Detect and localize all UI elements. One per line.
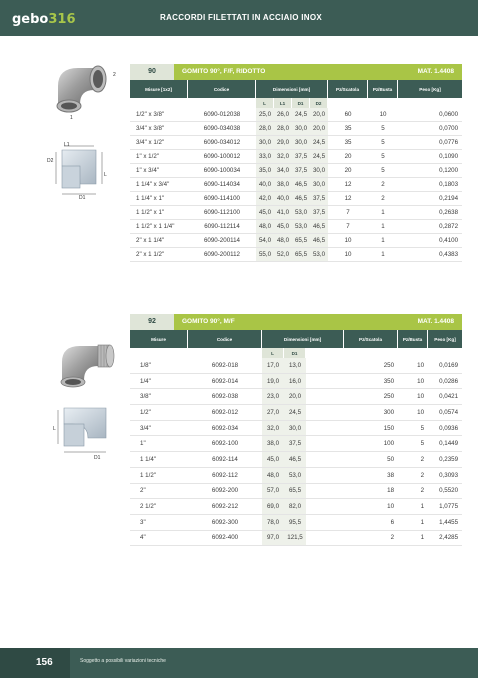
section-90-reducing-elbow	[130, 64, 462, 262]
cell-box: 35	[328, 122, 368, 136]
cell-bag: 2	[398, 484, 428, 500]
cell-size: 3/4" x 1/2"	[130, 136, 188, 150]
table-row	[130, 220, 462, 234]
cell-code: 6090-114034	[188, 178, 256, 192]
cell-weight: 0,0700	[398, 122, 462, 136]
cell-box: 38	[344, 468, 398, 484]
cell-d2: 37,5	[310, 206, 328, 220]
cell-size: 1 1/4" x 1"	[130, 192, 188, 206]
footer-note: Soggetto a possibili variazioni tecniche	[80, 658, 166, 664]
cell-spacer	[306, 452, 344, 468]
cell-l: 23,0	[262, 389, 284, 405]
cell-d1: 121,5	[284, 531, 306, 547]
cell-bag: 10	[398, 358, 428, 374]
cell-l: 38,0	[262, 436, 284, 452]
cell-d1: 46,5	[292, 192, 310, 206]
cell-code: 6090-100034	[188, 164, 256, 178]
cell-d1: 37,5	[292, 164, 310, 178]
cell-spacer	[306, 499, 344, 515]
cell-d2: 46,5	[310, 220, 328, 234]
cell-box: 150	[344, 421, 398, 437]
cell-code: 6092-034	[188, 421, 262, 437]
cell-weight: 0,0169	[428, 358, 462, 374]
cell-weight: 0,0574	[428, 405, 462, 421]
cell-box: 2	[344, 531, 398, 547]
dim-label-l: L	[104, 172, 107, 178]
cell-weight: 2,4285	[428, 531, 462, 547]
cell-weight: 0,0286	[428, 374, 462, 390]
cell-d2: 24,5	[310, 136, 328, 150]
cell-code: 6090-200114	[188, 234, 256, 248]
cell-size: 3"	[130, 515, 188, 531]
cell-l1: 29,0	[274, 136, 292, 150]
cell-l: 78,0	[262, 515, 284, 531]
cell-weight: 0,0600	[398, 108, 462, 122]
cell-spacer	[306, 468, 344, 484]
table-row	[130, 248, 462, 262]
cell-code: 6092-014	[188, 374, 262, 390]
cell-size: 1/8"	[130, 358, 188, 374]
cell-bag: 10	[398, 389, 428, 405]
page-header	[0, 0, 478, 36]
cell-box: 12	[328, 178, 368, 192]
col-bag: Pz/Busta	[398, 330, 428, 348]
cell-l1: 38,0	[274, 178, 292, 192]
cell-size: 1 1/2" x 1"	[130, 206, 188, 220]
subcol-d1: D1	[292, 98, 310, 108]
cell-box: 300	[344, 405, 398, 421]
cell-d1: 46,5	[284, 452, 306, 468]
subcol-l1: L1	[274, 98, 292, 108]
cell-bag: 1	[368, 234, 398, 248]
cell-size: 2 1/2"	[130, 499, 188, 515]
product-bar	[130, 64, 462, 80]
cell-weight: 0,1449	[428, 436, 462, 452]
cell-box: 250	[344, 358, 398, 374]
reducing-elbow-photo	[50, 56, 120, 118]
cell-code: 6092-112	[188, 468, 262, 484]
dim-label-l1: L1	[64, 142, 70, 148]
cell-size: 1 1/2" x 1 1/4"	[130, 220, 188, 234]
cell-l: 28,0	[256, 122, 274, 136]
cell-code: 6092-114	[188, 452, 262, 468]
cell-code: 6092-212	[188, 499, 262, 515]
cell-weight: 0,4100	[398, 234, 462, 248]
cell-bag: 1	[368, 206, 398, 220]
cell-d2: 30,0	[310, 164, 328, 178]
cell-l: 45,0	[256, 206, 274, 220]
cell-box: 6	[344, 515, 398, 531]
cell-d1: 20,0	[284, 389, 306, 405]
cell-size: 1 1/4" x 3/4"	[130, 178, 188, 192]
table-row	[130, 192, 462, 206]
col-box: Pz/Scatola	[344, 330, 398, 348]
brand-name: gebo	[12, 12, 49, 27]
cell-d1: 30,0	[292, 122, 310, 136]
subcol-l: L	[262, 348, 284, 358]
product-name: GOMITO 90°, M/F	[182, 318, 235, 325]
cell-bag: 5	[368, 150, 398, 164]
page-number: 156	[0, 648, 70, 678]
cell-box: 20	[328, 150, 368, 164]
table-row	[130, 389, 462, 405]
cell-size: 2"	[130, 484, 188, 500]
cell-d2: 24,5	[310, 150, 328, 164]
brand-number: 316	[48, 12, 76, 27]
cell-size: 4"	[130, 531, 188, 547]
table-row	[130, 436, 462, 452]
cell-l: 19,0	[262, 374, 284, 390]
product-code: 90	[130, 64, 174, 80]
table-row	[130, 405, 462, 421]
cell-code: 6090-100012	[188, 150, 256, 164]
cell-d1: 53,0	[292, 220, 310, 234]
cell-size: 1/2"	[130, 405, 188, 421]
cell-code: 6092-400	[188, 531, 262, 547]
cell-bag: 1	[398, 499, 428, 515]
table-row	[130, 108, 462, 122]
cell-box: 35	[328, 136, 368, 150]
cell-l: 40,0	[256, 178, 274, 192]
table-row	[130, 374, 462, 390]
product-table	[130, 330, 462, 546]
table-row	[130, 206, 462, 220]
table-row	[130, 531, 462, 547]
cell-l: 57,0	[262, 484, 284, 500]
cell-l: 48,0	[256, 220, 274, 234]
subcol-d2: D2	[310, 98, 328, 108]
cell-box: 50	[344, 452, 398, 468]
cell-box: 350	[344, 374, 398, 390]
table-row	[130, 421, 462, 437]
cell-l: 32,0	[262, 421, 284, 437]
dim-label-d1: D1	[79, 195, 86, 201]
cell-bag: 5	[368, 122, 398, 136]
cell-weight: 0,1090	[398, 150, 462, 164]
cell-d2: 20,0	[310, 108, 328, 122]
brand-logo	[12, 10, 162, 26]
cell-spacer	[306, 405, 344, 421]
cell-l1: 40,0	[274, 192, 292, 206]
cell-l: 42,0	[256, 192, 274, 206]
cell-d1: 30,0	[292, 136, 310, 150]
cell-l1: 32,0	[274, 150, 292, 164]
product-name: GOMITO 90°, F/F, RIDOTTO	[182, 68, 266, 75]
cell-bag: 1	[398, 531, 428, 547]
cell-code: 6090-112100	[188, 206, 256, 220]
page-footer	[0, 648, 478, 678]
cell-d1: 46,5	[292, 178, 310, 192]
product-material: MAT. 1.4408	[417, 68, 454, 75]
col-code: Codice	[188, 330, 262, 348]
cell-l1: 48,0	[274, 234, 292, 248]
col-code: Codice	[188, 80, 256, 98]
cell-code: 6090-012038	[188, 108, 256, 122]
cell-d2: 30,0	[310, 178, 328, 192]
cell-weight: 1,4455	[428, 515, 462, 531]
cell-bag: 2	[398, 468, 428, 484]
cell-d1: 24,5	[292, 108, 310, 122]
table-row	[130, 122, 462, 136]
cell-weight: 0,5520	[428, 484, 462, 500]
table-row	[130, 515, 462, 531]
table-row	[130, 164, 462, 178]
cell-d2: 53,0	[310, 248, 328, 262]
cell-l1: 34,0	[274, 164, 292, 178]
cell-code: 6090-112114	[188, 220, 256, 234]
table-row	[130, 468, 462, 484]
cell-spacer	[306, 389, 344, 405]
cell-l1: 41,0	[274, 206, 292, 220]
cell-d1: 95,5	[284, 515, 306, 531]
cell-code: 6092-200	[188, 484, 262, 500]
table-row	[130, 452, 462, 468]
dim-label-l: L	[53, 426, 56, 432]
table-row	[130, 150, 462, 164]
cell-size: 3/4" x 3/8"	[130, 122, 188, 136]
cell-box: 10	[328, 234, 368, 248]
cell-d1: 82,0	[284, 499, 306, 515]
table-body	[130, 108, 462, 262]
cell-bag: 2	[368, 178, 398, 192]
cell-size: 2" x 1 1/2"	[130, 248, 188, 262]
cell-spacer	[306, 358, 344, 374]
cell-box: 12	[328, 192, 368, 206]
cell-weight: 0,2359	[428, 452, 462, 468]
subcol-l: L	[256, 98, 274, 108]
cell-weight: 0,1803	[398, 178, 462, 192]
cell-d1: 65,5	[284, 484, 306, 500]
cell-bag: 2	[398, 452, 428, 468]
cell-d1: 37,5	[284, 436, 306, 452]
cell-weight: 0,2872	[398, 220, 462, 234]
cell-l: 27,0	[262, 405, 284, 421]
cell-l: 55,0	[256, 248, 274, 262]
cell-size: 1" x 3/4"	[130, 164, 188, 178]
cell-size: 1 1/4"	[130, 452, 188, 468]
cell-d1: 65,5	[292, 234, 310, 248]
table-row	[130, 484, 462, 500]
cell-l: 48,0	[262, 468, 284, 484]
cell-box: 250	[344, 389, 398, 405]
cell-box: 10	[328, 248, 368, 262]
cell-l: 97,0	[262, 531, 284, 547]
cell-bag: 1	[368, 248, 398, 262]
cell-l: 69,0	[262, 499, 284, 515]
cell-l: 35,0	[256, 164, 274, 178]
col-size: Misure	[130, 330, 188, 348]
cell-l1: 28,0	[274, 122, 292, 136]
cell-weight: 0,1200	[398, 164, 462, 178]
col-weight: Peso [Kg]	[398, 80, 462, 98]
table-row	[130, 178, 462, 192]
cell-bag: 5	[398, 436, 428, 452]
cell-l: 45,0	[262, 452, 284, 468]
cell-d1: 30,0	[284, 421, 306, 437]
cell-spacer	[306, 421, 344, 437]
cell-spacer	[306, 531, 344, 547]
cell-code: 6092-038	[188, 389, 262, 405]
cell-size: 1" x 1/2"	[130, 150, 188, 164]
cell-spacer	[306, 484, 344, 500]
cell-bag: 10	[398, 405, 428, 421]
cell-box: 20	[328, 164, 368, 178]
cell-size: 1/2" x 3/8"	[130, 108, 188, 122]
cell-code: 6092-100	[188, 436, 262, 452]
product-table	[130, 80, 462, 262]
cell-weight: 0,0421	[428, 389, 462, 405]
cell-weight: 0,0776	[398, 136, 462, 150]
cell-code: 6090-114100	[188, 192, 256, 206]
cell-d1: 37,5	[292, 150, 310, 164]
cell-size: 1"	[130, 436, 188, 452]
cell-weight: 0,2194	[398, 192, 462, 206]
table-row	[130, 234, 462, 248]
callout-1: 1	[70, 115, 73, 121]
cell-code: 6090-034012	[188, 136, 256, 150]
table-body	[130, 358, 462, 546]
cell-code: 6090-034038	[188, 122, 256, 136]
product-material: MAT. 1.4408	[417, 318, 454, 325]
cell-size: 3/4"	[130, 421, 188, 437]
cell-d2: 37,5	[310, 192, 328, 206]
cell-spacer	[306, 436, 344, 452]
cell-bag: 10	[398, 374, 428, 390]
cell-bag: 5	[368, 136, 398, 150]
cell-box: 100	[344, 436, 398, 452]
dim-label-d1: D1	[94, 455, 101, 461]
cell-box: 7	[328, 206, 368, 220]
cell-l: 25,0	[256, 108, 274, 122]
cell-bag: 1	[368, 220, 398, 234]
cell-d1: 53,0	[292, 206, 310, 220]
col-bag: Pz/Busta	[368, 80, 398, 98]
cell-box: 10	[344, 499, 398, 515]
cell-weight: 0,0936	[428, 421, 462, 437]
cell-size: 2" x 1 1/4"	[130, 234, 188, 248]
table-row	[130, 136, 462, 150]
cell-l1: 26,0	[274, 108, 292, 122]
product-bar	[130, 314, 462, 330]
cell-bag: 10	[368, 108, 398, 122]
cell-d2: 46,5	[310, 234, 328, 248]
cell-l: 54,0	[256, 234, 274, 248]
cell-l1: 45,0	[274, 220, 292, 234]
male-female-elbow-drawing	[48, 398, 128, 458]
col-dimensions: Dimensioni [mm]	[256, 80, 328, 98]
table-row	[130, 358, 462, 374]
cell-d1: 24,5	[284, 405, 306, 421]
cell-d2: 20,0	[310, 122, 328, 136]
cell-spacer	[306, 374, 344, 390]
reducing-elbow-drawing	[44, 140, 124, 202]
cell-code: 6092-012	[188, 405, 262, 421]
callout-2: 2	[113, 72, 116, 78]
section-92-male-female-elbow	[130, 314, 462, 546]
cell-l: 17,0	[262, 358, 284, 374]
cell-bag: 1	[398, 515, 428, 531]
cell-d1: 16,0	[284, 374, 306, 390]
cell-weight: 0,3093	[428, 468, 462, 484]
cell-code: 6092-018	[188, 358, 262, 374]
cell-box: 18	[344, 484, 398, 500]
col-dimensions: Dimensioni [mm]	[262, 330, 344, 348]
cell-size: 1/4"	[130, 374, 188, 390]
cell-l1: 52,0	[274, 248, 292, 262]
col-weight: Peso [Kg]	[428, 330, 462, 348]
cell-size: 1 1/2"	[130, 468, 188, 484]
cell-bag: 5	[368, 164, 398, 178]
cell-spacer	[306, 515, 344, 531]
col-size: Misure [1x2]	[130, 80, 188, 98]
cell-size: 3/8"	[130, 389, 188, 405]
cell-box: 7	[328, 220, 368, 234]
cell-d1: 13,0	[284, 358, 306, 374]
male-female-elbow-photo	[52, 334, 122, 394]
dim-label-d2: D2	[47, 158, 54, 164]
cell-weight: 1,0775	[428, 499, 462, 515]
cell-d1: 53,0	[284, 468, 306, 484]
cell-d1: 65,5	[292, 248, 310, 262]
cell-l: 33,0	[256, 150, 274, 164]
subcol-d1: D1	[284, 348, 306, 358]
cell-bag: 2	[368, 192, 398, 206]
col-box: Pz/Scatola	[328, 80, 368, 98]
cell-box: 60	[328, 108, 368, 122]
page-title: RACCORDI FILETTATI IN ACCIAIO INOX	[160, 13, 323, 22]
cell-code: 6090-200112	[188, 248, 256, 262]
cell-bag: 5	[398, 421, 428, 437]
cell-weight: 0,2638	[398, 206, 462, 220]
product-code: 92	[130, 314, 174, 330]
cell-code: 6092-300	[188, 515, 262, 531]
table-row	[130, 499, 462, 515]
cell-weight: 0,4383	[398, 248, 462, 262]
cell-l: 30,0	[256, 136, 274, 150]
